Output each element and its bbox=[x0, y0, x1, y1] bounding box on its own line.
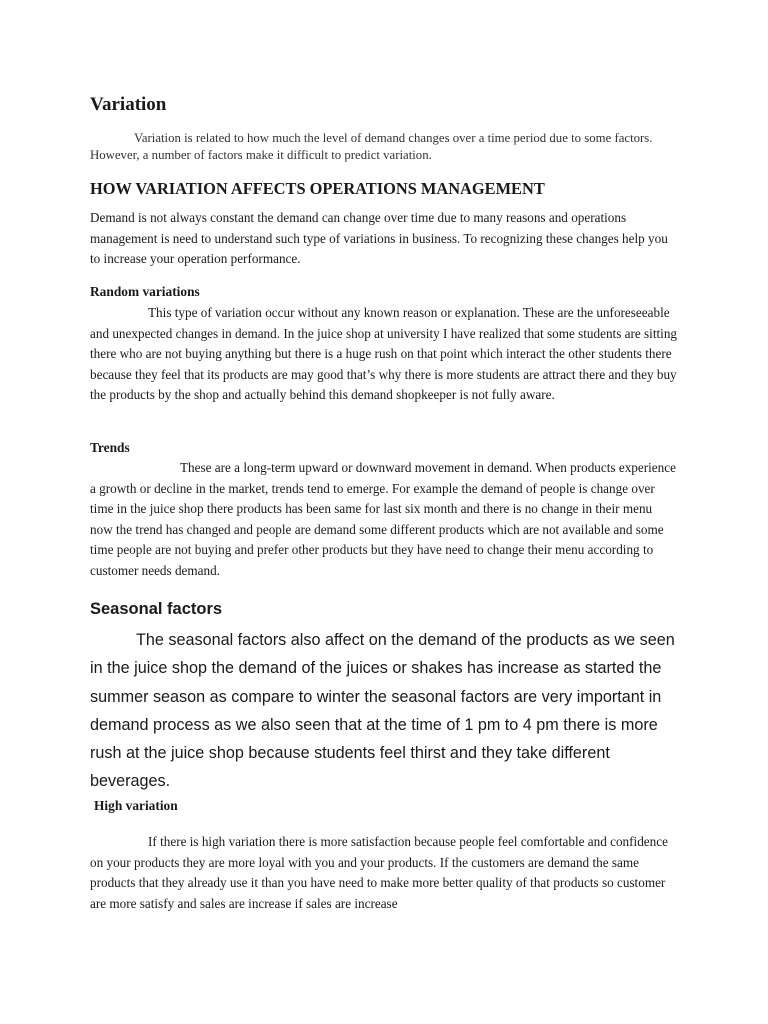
document-title: Variation bbox=[90, 94, 167, 115]
seasonal-factors-heading: Seasonal factors bbox=[90, 600, 223, 618]
seasonal-factors-paragraph: The seasonal factors also affect on the demand of the products as we seen in the juice shop the demand of the juices or shakes has increase as started the summer season as compare to winter the seasonal factors are very important in demand process as we also seen that at the time of 1 pm to 4 pm there is more rush at the juice shop because students feel thirst and they take different beverages. bbox=[90, 631, 675, 791]
trends-heading: Trends bbox=[90, 440, 130, 455]
main-heading: HOW VARIATION AFFECTS OPERATIONS MANAGEMENT bbox=[90, 179, 545, 198]
high-variation-heading: High variation bbox=[94, 798, 178, 813]
demand-paragraph: Demand is not always constant the demand can change over time due to many reasons and operations management is need to understand such type of variations in business. To recognizing these changes help you to increase your operation performance. bbox=[90, 210, 668, 267]
trends-paragraph: These are a long-term upward or downward movement in demand. When products experience a growth or decline in the market, trends tend to emerge. For example the demand of people is change over time in the juice shop there products has been same for last six month and there is no change in their menu now the trend has changed and people are demand some different products which are not available and some time people are not buying and prefer other products but they have need to change their menu according to customer needs demand. bbox=[90, 460, 676, 578]
intro-paragraph: Variation is related to how much the level of demand changes over a time period due to some factors. However, a number of factors make it difficult to predict variation. bbox=[90, 131, 653, 162]
random-variations-paragraph: This type of variation occur without any known reason or explanation. These are the unforeseeable and unexpected changes in demand. In the juice shop at university I have realized that some students are sitting there who are not buying anything but there is a huge rush on that point which interact the other students there because they feel that its products are may good that’s why there is more students are attract there and they buy the products by the shop and actually behind this demand shopkeeper is not fully aware. bbox=[90, 305, 678, 403]
high-variation-paragraph: If there is high variation there is more satisfaction because people feel comfortable and confidence on your products they are more loyal with you and your products. If the customers are demand the same products that they already use it than you have need to make more better quality of that products so customer are more satisfy and sales are increase if sales are increase bbox=[90, 834, 668, 911]
random-variations-heading: Random variations bbox=[90, 284, 200, 299]
